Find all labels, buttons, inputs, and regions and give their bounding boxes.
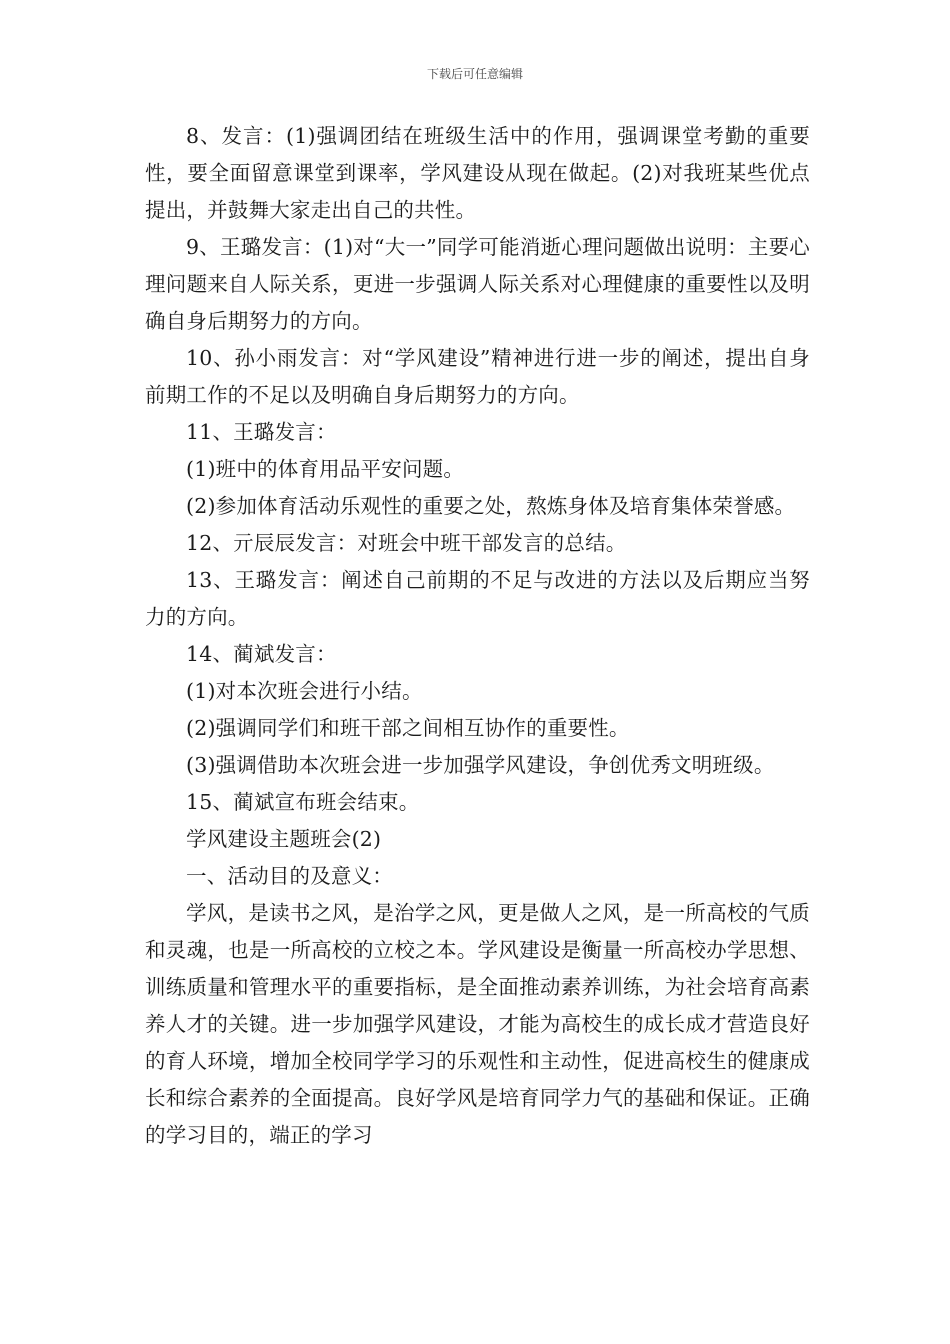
paragraph-item-14: 14、蔺斌发言： bbox=[186, 642, 337, 666]
body-paragraph: 学风，是读书之风，是治学之风，更是做人之风，是一所高校的气质和灵魂，也是一所高校的立校之本。学风建设是衡量一所高校办学思想、训练质量和管理水平的重要指标，是全面推动素养训练，为社会培育高素养人才的关键。进一步加强学风建设，才能为高校生的成长成才营造良好的育人环境，增加全校同学学习的乐观性和主动性，促进高校生的健康成长和综合素养的全面提高。良好学风是培育同学力气的基础和保证。正确的学习目的，端正的学习 bbox=[145, 901, 810, 1147]
paragraph-item-11: 11、王璐发言： bbox=[186, 420, 337, 444]
paragraph-subitem: (2)强调同学们和班干部之间相互协作的重要性。 bbox=[186, 716, 630, 740]
paragraph-subitem: (2)参加体育活动乐观性的重要之处，熬炼身体及培育集体荣誉感。 bbox=[186, 494, 796, 518]
paragraph-subitem: (3)强调借助本次班会进一步加强学风建设，争创优秀文明班级。 bbox=[186, 753, 775, 777]
section-title: 学风建设主题班会(2) bbox=[186, 827, 382, 851]
paragraph-item-15: 15、蔺斌宣布班会结束。 bbox=[186, 790, 420, 814]
paragraph-item-12: 12、亓辰辰发言：对班会中班干部发言的总结。 bbox=[186, 531, 627, 555]
paragraph-item-8: 8、发言：(1)强调团结在班级生活中的作用，强调课堂考勤的重要性，要全面留意课堂到课率，学风建设从现在做起。(2)对我班某些优点提出，并鼓舞大家走出自己的共性。 bbox=[145, 124, 810, 222]
section-heading: 一、活动目的及意义： bbox=[186, 864, 393, 888]
page-header: 下载后可任意编辑 bbox=[426, 67, 523, 81]
paragraph-subitem: (1)对本次班会进行小结。 bbox=[186, 679, 423, 703]
document-body bbox=[145, 118, 810, 1154]
paragraph-item-10: 10、孙小雨发言：对“学风建设”精神进行进一步的阐述，提出自身前期工作的不足以及明确自身后期努力的方向。 bbox=[145, 346, 810, 407]
paragraph-subitem: (1)班中的体育用品平安问题。 bbox=[186, 457, 465, 481]
paragraph-item-13: 13、王璐发言：阐述自己前期的不足与改进的方法以及后期应当努力的方向。 bbox=[145, 568, 810, 629]
paragraph-item-9: 9、王璐发言：(1)对“大一”同学可能消逝心理问题做出说明：主要心理问题来自人际关系，更进一步强调人际关系对心理健康的重要性以及明确自身后期努力的方向。 bbox=[145, 235, 810, 333]
